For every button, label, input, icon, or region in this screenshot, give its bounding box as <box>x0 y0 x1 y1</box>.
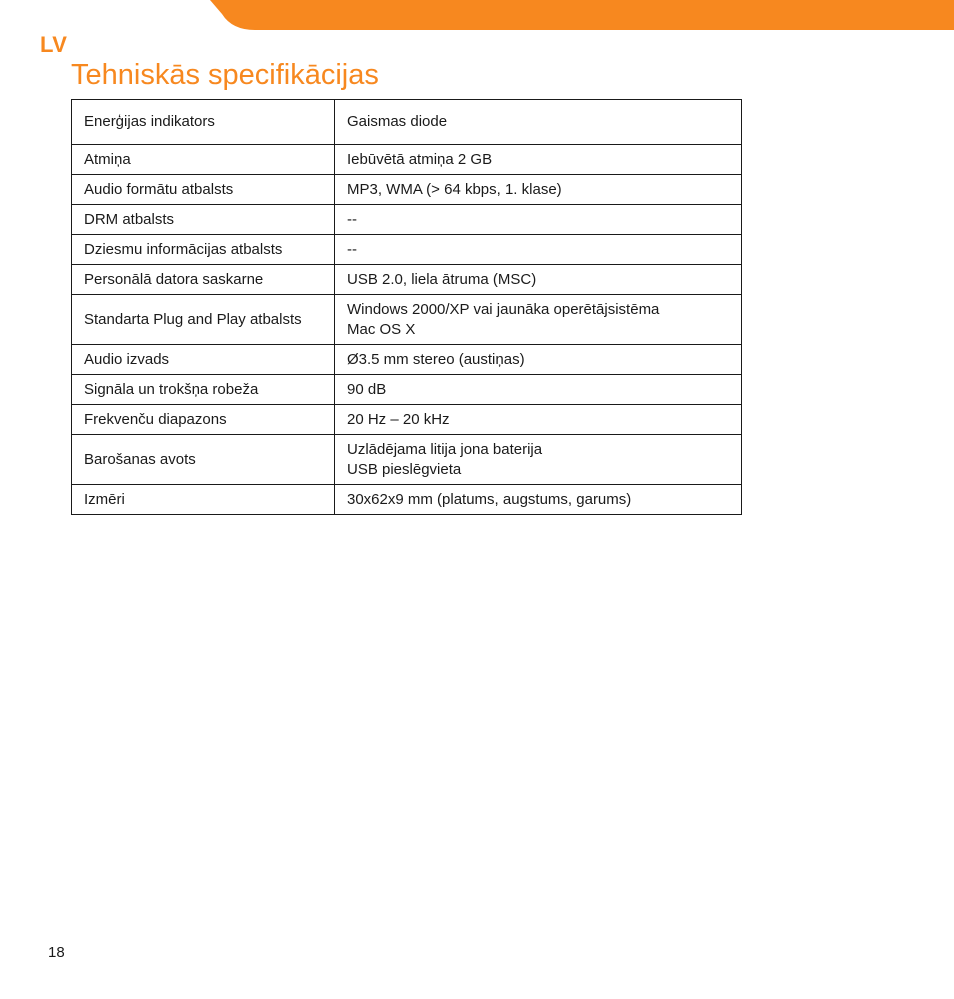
spec-value-line: 30x62x9 mm (platums, augstums, garums) <box>347 490 632 508</box>
table-row <box>72 345 742 375</box>
spec-value-line: 20 Hz – 20 kHz <box>347 410 450 428</box>
table-row <box>72 295 742 345</box>
spec-value <box>335 345 742 375</box>
spec-value-line: USB 2.0, liela ātruma (MSC) <box>347 270 537 288</box>
spec-value-line: Mac OS X <box>347 320 416 338</box>
table-row <box>72 100 742 145</box>
spec-value <box>335 175 742 205</box>
spec-value-line: Uzlādējama litija jona baterija <box>347 441 543 458</box>
spec-value-line: 90 dB <box>347 380 387 398</box>
spec-label: Atmiņa <box>72 145 335 175</box>
spec-value-line: Gaismas diode <box>347 113 448 131</box>
specifications-table <box>71 99 742 515</box>
table-row <box>72 235 742 265</box>
spec-value <box>335 205 742 235</box>
spec-value <box>335 235 742 265</box>
spec-value <box>335 100 742 145</box>
table-row <box>72 265 742 295</box>
table-row <box>72 375 742 405</box>
spec-value <box>335 265 742 295</box>
spec-label: Frekvenču diapazons <box>72 405 335 435</box>
table-row <box>72 175 742 205</box>
spec-value-line: USB pieslēgvieta <box>347 460 462 478</box>
spec-label: Izmēri <box>72 485 335 515</box>
spec-label: DRM atbalsts <box>72 205 335 235</box>
spec-value <box>335 485 742 515</box>
spec-label: Barošanas avots <box>72 435 335 485</box>
page-number: 18 <box>48 944 65 961</box>
spec-value <box>335 405 742 435</box>
page-title: Tehniskās specifikācijas <box>71 59 379 91</box>
spec-value <box>335 435 742 485</box>
table-row <box>72 405 742 435</box>
spec-label: Audio formātu atbalsts <box>72 175 335 205</box>
header-banner <box>0 0 954 32</box>
spec-label: Standarta Plug and Play atbalsts <box>72 295 335 345</box>
spec-label: Audio izvads <box>72 345 335 375</box>
spec-value-line: MP3, WMA (> 64 kbps, 1. klase) <box>347 180 562 198</box>
language-code: LV <box>40 32 68 57</box>
spec-value <box>335 295 742 345</box>
table-row <box>72 435 742 485</box>
table-row <box>72 485 742 515</box>
spec-value-line: Iebūvētā atmiņa 2 GB <box>347 150 493 168</box>
spec-value-line: Ø3.5 mm stereo (austiņas) <box>347 350 525 368</box>
table-row <box>72 205 742 235</box>
spec-label: Signāla un trokšņa robeža <box>72 375 335 405</box>
spec-label: Personālā datora saskarne <box>72 265 335 295</box>
spec-label: Enerģijas indikators <box>72 100 335 145</box>
spec-value-line: -- <box>347 210 357 228</box>
spec-value <box>335 145 742 175</box>
spec-label: Dziesmu informācijas atbalsts <box>72 235 335 265</box>
table-row <box>72 145 742 175</box>
spec-value-line: -- <box>347 240 357 258</box>
spec-value <box>335 375 742 405</box>
spec-value-line: Windows 2000/XP vai jaunāka operētājsistēma <box>347 301 660 318</box>
